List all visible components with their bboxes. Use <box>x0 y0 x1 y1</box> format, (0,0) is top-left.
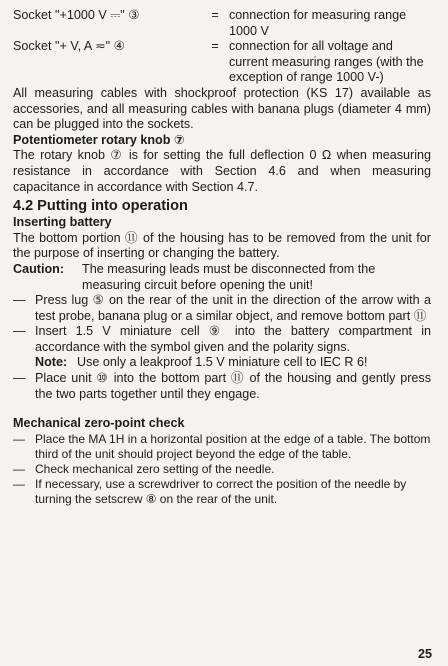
spacer <box>13 402 431 416</box>
step-item <box>13 324 431 355</box>
potentiometer-heading: Potentiometer rotary knob ⑦ <box>13 132 185 147</box>
dash-bullet: — <box>13 476 25 491</box>
socket-description: connection for measuring range 1000 V <box>229 8 407 38</box>
battery-paragraph: The bottom portion ⑪ of the housing has to be removed from the unit for the purpose of inserting or changing the battery. <box>13 230 431 261</box>
note-block <box>13 355 431 371</box>
socket-description: connection for all voltage and current measuring ranges (with the exception of range 1000 V-) <box>229 39 424 85</box>
caution-text: The measuring leads must be disconnected from the measuring circuit before opening the unit! <box>82 261 376 292</box>
zero-step-item <box>13 432 431 462</box>
socket-row-va <box>13 39 431 86</box>
step-text: Insert 1.5 V miniature cell ⑨ into the battery compartment in accordance with the symbol given and the polarity signs. <box>35 324 431 354</box>
battery-heading: Inserting battery <box>13 215 112 230</box>
step-item <box>13 293 431 324</box>
caution-label: Caution: <box>13 261 65 276</box>
dash-bullet: — <box>13 324 26 339</box>
zero-step-text: If necessary, use a screwdriver to correct the position of the needle by turning the setscrew ⑧ on the rear of the unit. <box>35 476 407 506</box>
page-number: 25 <box>417 647 432 661</box>
dash-bullet: — <box>13 293 26 308</box>
step-item <box>13 371 431 402</box>
dash-bullet: — <box>13 431 25 446</box>
zero-step-text: Check mechanical zero setting of the needle. <box>35 461 275 476</box>
dash-bullet: — <box>13 461 25 476</box>
zero-step-item <box>13 477 431 507</box>
potentiometer-paragraph: The rotary knob ⑦ is for setting the full deflection 0 Ω when measuring resistance in accordance with Section 4.6 and when measuring capacitance in accordance with Section 4.7. <box>13 148 431 194</box>
zero-check-heading: Mechanical zero-point check <box>13 416 185 431</box>
socket-row-1000v <box>13 8 431 39</box>
section-heading: 4.2 Putting into operation <box>13 198 188 215</box>
socket-label: Socket "+1000 V ⎓" ③ <box>13 8 140 22</box>
zero-check-list <box>13 432 431 507</box>
equals-sign: = <box>211 8 219 22</box>
dash-bullet: — <box>13 371 26 386</box>
caution-block <box>13 262 431 293</box>
step-text: Place unit ⑩ into the bottom part ⑪ of the housing and gently press the two parts together until they engage. <box>35 371 431 401</box>
manual-page <box>13 8 431 507</box>
zero-step-text: Place the MA 1H in a horizontal position at the edge of a table. The bottom third of the unit should project beyond the edge of the table. <box>35 431 431 461</box>
equals-sign: = <box>211 39 219 54</box>
note-text: Use only a leakproof 1.5 V miniature cell to IEC R 6! <box>77 355 368 370</box>
socket-label: Socket "+ V, A ≂" ④ <box>13 39 125 54</box>
zero-step-item <box>13 462 431 477</box>
cables-paragraph: All measuring cables with shockproof protection (KS 17) available as accessories, and all measuring cables with banana plugs (diameter 4 mm) can be plugged into the sockets. <box>13 85 431 132</box>
step-text: Press lug ⑤ on the rear of the unit in the direction of the arrow with a test probe, banana plug or a similar object, and remove bottom part ⑪ <box>35 293 431 323</box>
note-label: Note: <box>35 355 68 370</box>
